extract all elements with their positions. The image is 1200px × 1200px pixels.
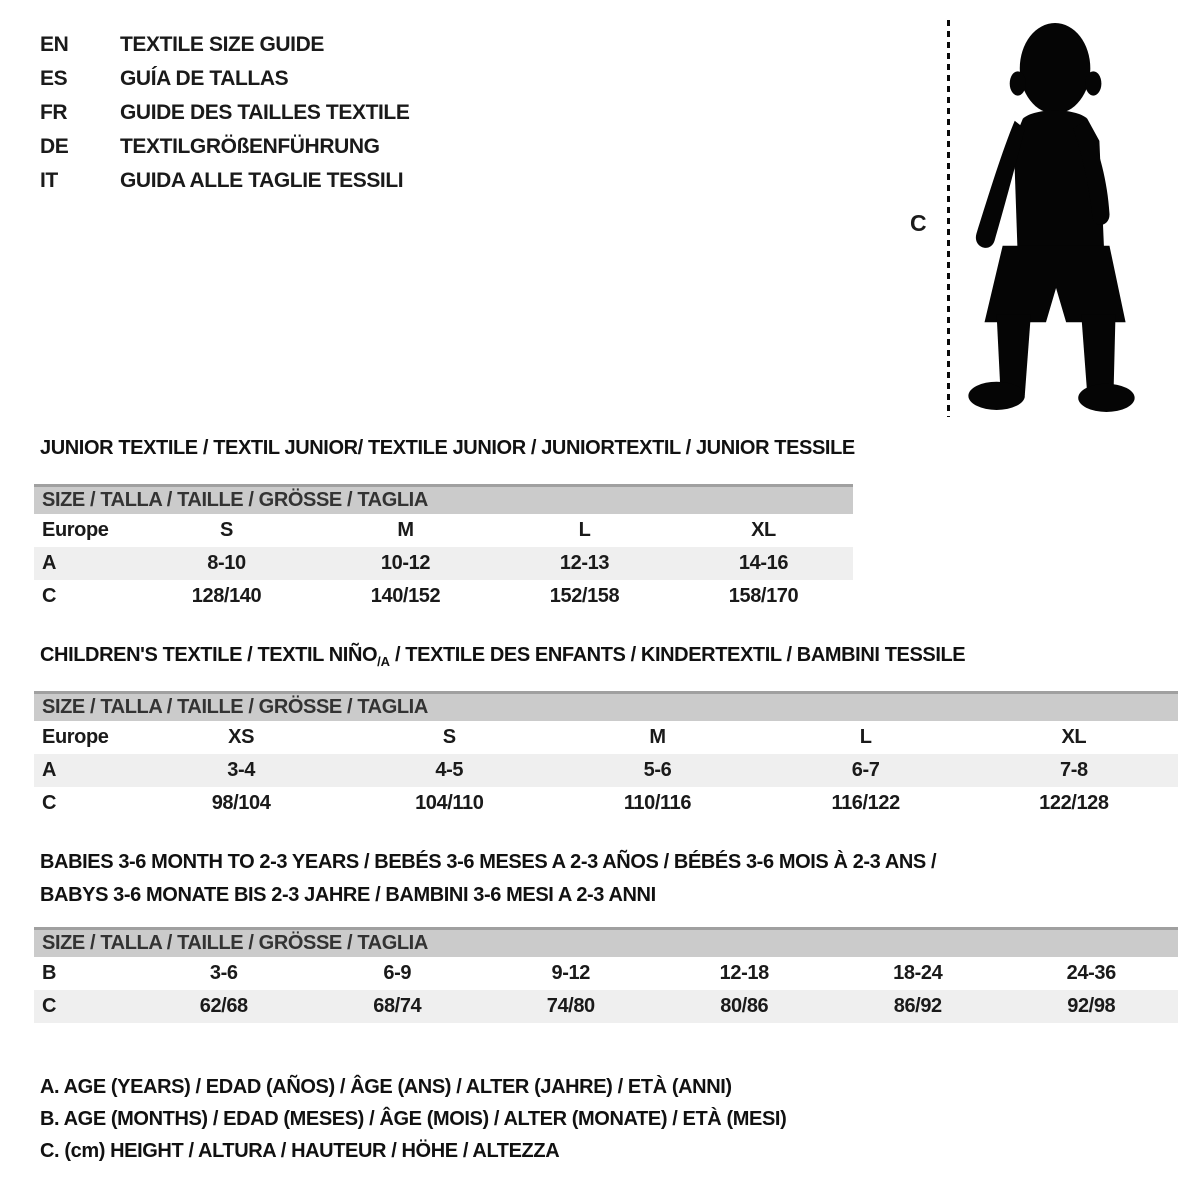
legend-line-b: B. AGE (MONTHS) / EDAD (MESES) / ÂGE (MOIS) / ALTER (MONATE) / ETÀ (MESI) [40,1108,787,1130]
table-cell: 6-9 [383,962,412,984]
lang-code: FR [40,101,68,124]
table-cell: 8-10 [137,547,316,580]
table-cell: 104/110 [415,792,484,814]
row-label: Europe [42,726,109,748]
table-cell: 6-7 [762,754,970,787]
table-cell: XL [751,519,776,541]
legend-line-a: A. AGE (YEARS) / EDAD (AÑOS) / ÂGE (ANS) / ALTER (JAHRE) / ETÀ (ANNI) [40,1076,732,1098]
table-row-months [34,957,1178,990]
table-cell: 86/92 [831,990,1005,1023]
title-subscript: /A [377,654,390,669]
table-cell: XL [1061,726,1087,748]
lang-code: IT [40,169,58,192]
lang-row-de [40,130,409,164]
row-label: C [34,990,137,1023]
table-cell: S [220,519,233,541]
table-cell: 122/128 [1039,792,1109,814]
table-cell: M [397,519,414,541]
table-cell: 128/140 [191,585,262,607]
table-cell: 24-36 [1066,962,1116,984]
size-header: SIZE / TALLA / TAILLE / GRÖSSE / TAGLIA [34,929,1178,958]
lang-row-it [40,164,409,198]
table-row-europe [34,514,853,547]
section-title-babies-line2: BABYS 3-6 MONATE BIS 2-3 JAHRE / BAMBINI 3-6 MESI A 2-3 ANNI [40,884,656,906]
table-cell: 62/68 [137,990,311,1023]
lang-row-fr [40,96,409,130]
table-cell: XS [228,726,255,748]
table-cell: 12-13 [495,547,674,580]
table-cell: 110/116 [623,792,692,814]
toddler-silhouette-icon [961,20,1137,418]
table-cell: 12-18 [719,962,769,984]
legend-line-c: C. (cm) HEIGHT / ALTURA / HAUTEUR / HÖHE / ALTEZZA [40,1140,560,1162]
table-cell: L [578,519,591,541]
height-measure-label: C [910,210,927,236]
size-header: SIZE / TALLA / TAILLE / GRÖSSE / TAGLIA [34,486,853,515]
title-suffix: / TEXTILE DES ENFANTS / KINDERTEXTIL / BAMBINI TESSILE [389,644,966,666]
lang-label: GUÍA DE TALLAS [120,67,289,90]
row-label: C [42,585,57,607]
table-cell: L [859,726,872,748]
babies-size-table [34,927,1178,1023]
table-cell: 9-12 [551,962,590,984]
row-label: A [34,547,137,580]
table-cell: 4-5 [345,754,553,787]
table-cell: 74/80 [484,990,658,1023]
table-cell: 7-8 [970,754,1178,787]
lang-label: TEXTILE SIZE GUIDE [120,33,324,56]
lang-label: GUIDA ALLE TAGLIE TESSILI [120,169,404,192]
table-row-age [34,754,1178,787]
table-header-row [34,486,853,515]
table-cell: 10-12 [316,547,495,580]
table-cell: M [649,726,666,748]
table-cell: 152/158 [549,585,620,607]
measure-legend [40,1076,786,1172]
language-list [40,28,409,198]
table-row-europe [34,721,1178,754]
table-cell: 3-6 [209,962,238,984]
row-label: Europe [42,519,109,541]
table-cell: 5-6 [553,754,761,787]
lang-label: TEXTILGRÖßENFÜHRUNG [120,135,380,158]
table-header-row [34,693,1178,722]
row-label: A [34,754,137,787]
table-cell: 92/98 [1005,990,1179,1023]
table-cell: 14-16 [674,547,853,580]
junior-size-table [34,484,853,613]
lang-code: DE [40,135,69,158]
lang-code: ES [40,67,68,90]
table-row-height [34,787,1178,820]
table-cell: S [442,726,456,748]
lang-row-es [40,62,409,96]
height-dashed-line [947,20,950,417]
lang-row-en [40,28,409,62]
table-row-height [34,580,853,613]
table-cell: 68/74 [311,990,485,1023]
table-cell: 116/122 [831,792,900,814]
table-header-row [34,929,1178,958]
table-cell: 18-24 [893,962,943,984]
row-label: C [42,792,57,814]
table-cell: 98/104 [211,792,271,814]
lang-label: GUIDE DES TAILLES TEXTILE [120,101,410,124]
row-label: B [42,962,57,984]
table-row-age [34,547,853,580]
section-title-children [40,644,965,669]
section-title-junior: JUNIOR TEXTILE / TEXTIL JUNIOR/ TEXTILE JUNIOR / JUNIORTEXTIL / JUNIOR TESSILE [40,437,855,459]
table-cell: 3-4 [137,754,345,787]
section-title-babies-line1: BABIES 3-6 MONTH TO 2-3 YEARS / BEBÉS 3-6 MESES A 2-3 AÑOS / BÉBÉS 3-6 MOIS À 2-3 ANS / [40,851,937,873]
lang-code: EN [40,33,69,56]
table-cell: 140/152 [370,585,441,607]
table-cell: 80/86 [658,990,832,1023]
title-prefix: CHILDREN'S TEXTILE / TEXTIL NIÑO [40,644,378,666]
size-header: SIZE / TALLA / TAILLE / GRÖSSE / TAGLIA [34,693,1178,722]
children-size-table [34,691,1178,820]
table-cell: 158/170 [728,585,799,607]
table-row-height [34,990,1178,1023]
